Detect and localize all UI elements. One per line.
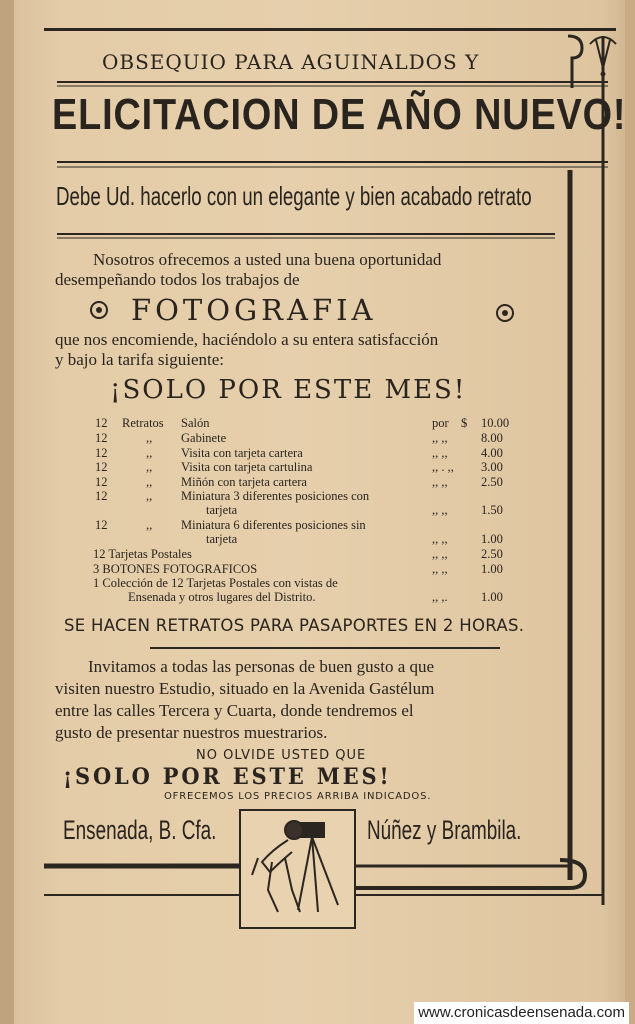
row-description: Salón (181, 416, 210, 430)
row-quantity: 12 Tarjetas Postales (93, 547, 192, 561)
page-title: ELICITACION DE AÑO NUEVO! (52, 90, 627, 139)
row-currency: $ (461, 416, 468, 430)
row-ditto-marks: ,, ,, (432, 446, 448, 460)
table-row (0, 562, 635, 577)
row-ditto-marks: ,, ,, (432, 532, 448, 546)
row-ditto: ,, (146, 446, 153, 460)
table-row (0, 446, 635, 461)
row-price: 2.50 (481, 547, 503, 561)
row-price: 8.00 (481, 431, 503, 445)
signature-place: Ensenada, B. Cfa. (63, 815, 217, 845)
row-price: 3.00 (481, 460, 503, 474)
row-quantity: 12 (95, 460, 108, 474)
table-row (0, 416, 635, 431)
intro-line-4: y bajo la tarifa siguiente: (55, 350, 224, 369)
table-row-continuation (0, 532, 635, 547)
row-quantity: 12 (95, 475, 108, 489)
row-ditto: ,, (146, 460, 153, 474)
table-row-continuation (0, 590, 635, 605)
offer-heading: ¡SOLO POR ESTE MES! (110, 375, 467, 405)
intro-line-3: que nos encomiende, haciéndolo a su entera satisfacción (55, 330, 439, 349)
row-price: 2.50 (481, 475, 503, 489)
row-quantity: 12 (95, 431, 108, 445)
table-row (0, 475, 635, 490)
row-price: 1.00 (481, 532, 503, 546)
reminder-line: NO OLVIDE USTED QUE (196, 748, 367, 763)
invitation-line-3: entre las calles Tercera y Cuarta, donde tendremos el (55, 701, 414, 720)
row-ditto-marks: ,, . ,, (432, 460, 454, 474)
row-description: Miniatura 6 diferentes posiciones sin (181, 518, 366, 532)
row-description: Miñón con tarjeta cartera (181, 475, 307, 489)
signature-studio: Núñez y Brambila. (367, 815, 522, 845)
row-quantity: 12 (95, 489, 108, 503)
table-row (0, 431, 635, 446)
row-quantity: 12 (95, 416, 108, 430)
row-ditto: ,, (146, 431, 153, 445)
row-price: 1.50 (481, 503, 503, 517)
row-description-continued: tarjeta (206, 503, 238, 517)
row-price: 10.00 (481, 416, 510, 430)
target-icon-left (91, 302, 107, 318)
row-ditto-marks: ,, ,, (432, 503, 448, 517)
row-description-continued: tarjeta (206, 532, 238, 546)
invitation-line-1: Invitamos a todas las personas de buen gusto a que (88, 657, 435, 676)
row-ditto-marks: ,, ,, (432, 547, 448, 561)
row-quantity: 12 (95, 518, 108, 532)
row-description-continued: Ensenada y otros lugares del Distrito. (128, 590, 316, 604)
row-quantity: 1 Colección de 12 Tarjetas Postales con vistas de (93, 576, 338, 590)
invitation-line-4: gusto de presentar nuestros muestrarios. (55, 723, 328, 742)
subheadline: Debe Ud. hacerlo con un elegante y bien acabado retrato (56, 181, 532, 211)
intro-line-1: Nosotros ofrecemos a usted una buena oportunidad (93, 250, 442, 269)
table-row (0, 518, 635, 533)
target-icon-right (497, 305, 513, 321)
intro-line-2: desempeñando todos los trabajos de (55, 270, 300, 289)
invitation-line-2: visiten nuestro Estudio, situado en la Avenida Gastélum (55, 679, 435, 698)
row-ditto-marks: ,, ,, (432, 475, 448, 489)
row-description: Visita con tarjeta cartera (181, 446, 303, 460)
table-row-continuation (0, 503, 635, 518)
row-ditto: ,, (146, 475, 153, 489)
row-price: 4.00 (481, 446, 503, 460)
row-ditto: ,, (146, 489, 153, 503)
row-quantity: 3 BOTONES FOTOGRAFICOS (93, 562, 258, 576)
table-row (0, 489, 635, 504)
gift-line: OBSEQUIO PARA AGUINALDOS Y (102, 50, 480, 74)
row-ditto: Retratos (122, 416, 164, 430)
row-ditto-marks: ,, ,, (432, 562, 448, 576)
passport-notice: SE HACEN RETRATOS PARA PASAPORTES EN 2 HORAS. (64, 616, 525, 635)
watermark: www.cronicasdeensenada.com (414, 1002, 629, 1024)
row-description: Visita con tarjeta cartulina (181, 460, 313, 474)
table-row (0, 460, 635, 475)
row-ditto: ,, (146, 518, 153, 532)
service-title: FOTOGRAFIA (131, 293, 377, 327)
closing-offer: ¡SOLO POR ESTE MES! (63, 764, 392, 790)
table-row (0, 576, 635, 591)
row-quantity: 12 (95, 446, 108, 460)
row-ditto-marks: ,, ,, (432, 431, 448, 445)
table-row (0, 547, 635, 562)
prices-note: OFRECEMOS LOS PRECIOS ARRIBA INDICADOS. (164, 791, 432, 802)
row-ditto-marks: por (432, 416, 449, 430)
row-description: Gabinete (181, 431, 227, 445)
row-ditto-marks: ,, ,. (432, 590, 448, 604)
row-description: Miniatura 3 diferentes posiciones con (181, 489, 370, 503)
row-price: 1.00 (481, 562, 503, 576)
row-price: 1.00 (481, 590, 503, 604)
